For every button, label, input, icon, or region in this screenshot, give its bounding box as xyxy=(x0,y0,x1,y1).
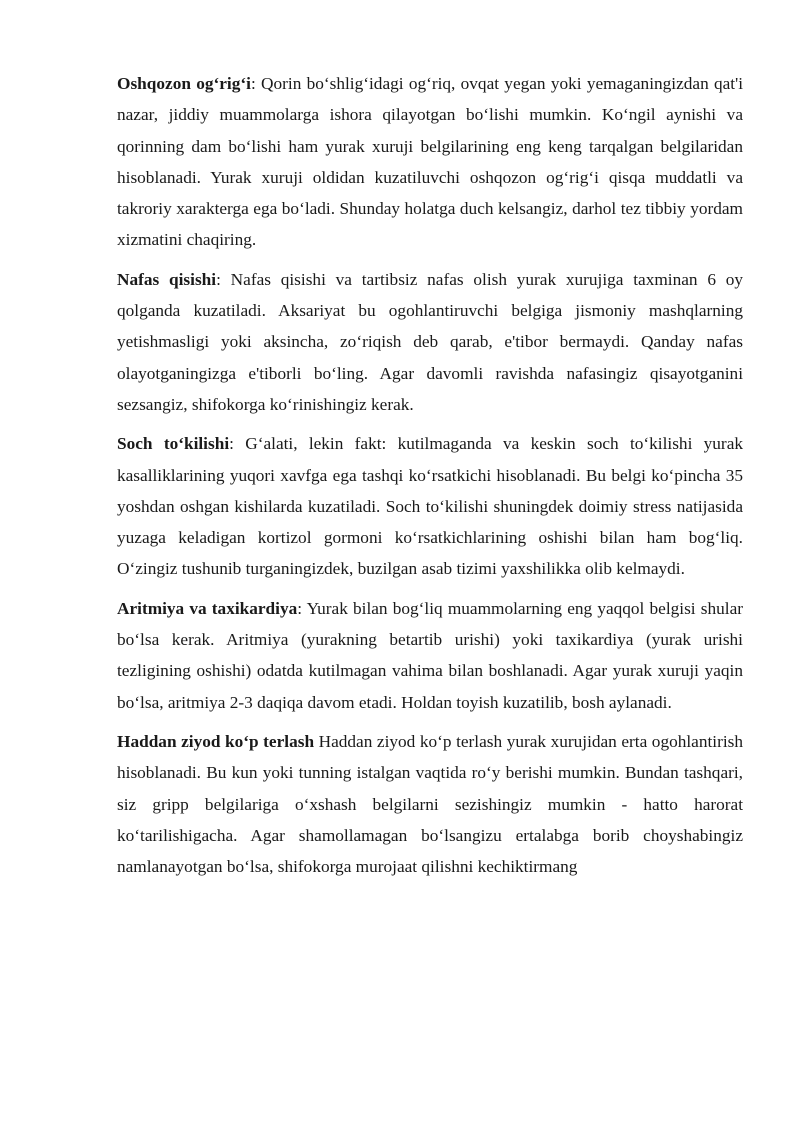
paragraph-text: Qorin bo‘shlig‘idagi og‘riq, ovqat yegan yoki yemaganingizdan qat'i nazar, jiddiy muammolarga ishora qilayotgan bo‘lishi mumkin. Ko‘ngil aynishi va qorinning dam bo‘lishi ham yurak xuruji belgilarining eng keng tarqalgan belgilaridan hisoblanadi. Yurak xuruji oldidan kuzatiluvchi oshqozon og‘rig‘i qisqa muddatli va takroriy xarakterga ega bo‘ladi. Shunday holatga duch kelsangiz, darhol tez tibbiy yordam xizmatini chaqiring. xyxy=(117,74,744,250)
paragraph-excessive-sweating xyxy=(117,726,743,882)
paragraph-heading: Nafas qisishi xyxy=(117,269,217,289)
document-page xyxy=(117,68,743,890)
paragraph-text: Haddan ziyod ko‘p terlash yurak xurujidan erta ogohlantirish hisoblanadi. Bu kun yoki tunning istalgan vaqtida ro‘y berishi mumkin. Bundan tashqari, siz gripp belgilariga o‘xshash belgilarni sezishingiz mumkin - hatto harorat ko‘tarilishigacha. Agar shamollamagan bo‘lsangizu ertalabga borib choyshabingiz namlanayotgan bo‘lsa, shifokorga murojaat qilishni kechiktirmang xyxy=(117,731,744,877)
paragraph-heading: Oshqozon og‘rig‘i xyxy=(117,74,251,93)
heading-separator: : xyxy=(250,74,262,93)
paragraph-stomach-pain xyxy=(117,68,743,256)
heading-separator: : xyxy=(297,598,307,618)
paragraph-arrhythmia xyxy=(117,593,743,718)
paragraph-heading: Soch to‘kilishi xyxy=(117,434,230,454)
paragraph-text: G‘alati, lekin fakt: kutilmaganda va keskin soch to‘kilishi yurak kasalliklarining yuqori xavfga ega tashqi ko‘rsatkichi hisoblanadi. Bu belgi ko‘pincha 35 yoshdan oshgan kishilarda kuzatiladi. Soch to‘kilishi shuningdek doimiy stress natijasida yuzaga keladigan kortizol gormoni ko‘rsatkichlarining oshishi bilan ham bog‘liq. O‘zingiz tushunib turganingizdek, buzilgan asab tizimi yaxshilikka olib kelmaydi. xyxy=(117,434,744,579)
paragraph-heading: Aritmiya va taxikardiya xyxy=(117,598,298,618)
paragraph-hair-loss xyxy=(117,428,743,584)
paragraph-text: Nafas qisishi va tartibsiz nafas olish yurak xurujiga taxminan 6 oy qolganda kuzatiladi. Aksariyat bu ogohlantiruvchi belgiga jismoniy mashqlarning yetishmasligi yoki aksincha, zo‘riqish deb qarab, e'tibor bermaydi. Qanday nafas olayotganingizga e'tiborli bo‘ling. Agar davomli ravishda nafasingiz qisayotganini sezsangiz, shifokorga ko‘rinishingiz kerak. xyxy=(117,269,744,414)
heading-separator: : xyxy=(229,434,246,454)
paragraph-shortness-of-breath xyxy=(117,264,743,420)
heading-separator: : xyxy=(216,269,231,289)
paragraph-heading: Haddan ziyod ko‘p terlash xyxy=(117,731,315,751)
paragraph-text: Yurak bilan bog‘liq muammolarning eng yaqqol belgisi shular bo‘lsa kerak. Aritmiya (yurakning betartib urishi) yoki taxikardiya (yurak urishi tezligining oshishi) odatda kutilmagan vahima bilan boshlanadi. Agar yurak xuruji yaqin bo‘lsa, aritmiya 2-3 daqiqa davom etadi. Holdan toyish kuzatilib, bosh aylanadi. xyxy=(117,598,743,712)
